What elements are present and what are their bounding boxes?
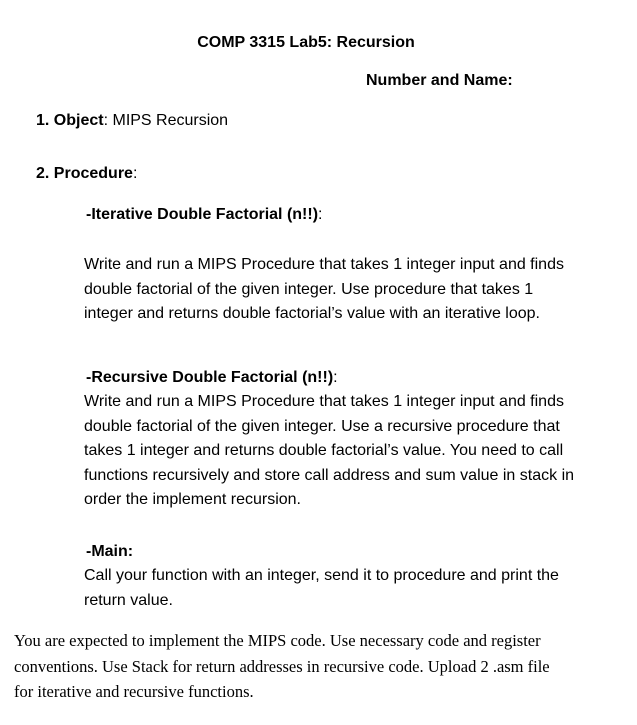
document-title: COMP 3315 Lab5: Recursion bbox=[197, 34, 415, 51]
paragraph-line: integer and returns double factorial’s value with an iterative loop. bbox=[84, 305, 540, 322]
iterative-heading-bold: -Iterative Double Factorial (n!!) bbox=[86, 206, 319, 223]
footer-line: You are expected to implement the MIPS code. Use necessary code and register bbox=[14, 631, 541, 650]
number-and-name-label: Number and Name: bbox=[366, 72, 513, 89]
recursive-paragraph bbox=[84, 390, 604, 513]
paragraph-line: takes 1 integer and returns double factorial’s value. You need to call bbox=[84, 442, 564, 459]
main-heading bbox=[86, 540, 133, 564]
footer-line: conventions. Use Stack for return addresses in recursive code. Upload 2 .asm file bbox=[14, 656, 550, 676]
footer-line: for iterative and recursive functions. bbox=[14, 682, 254, 701]
iterative-heading bbox=[86, 203, 322, 227]
recursive-heading-bold: -Recursive Double Factorial (n!!) bbox=[86, 369, 334, 386]
iterative-paragraph bbox=[84, 253, 604, 327]
section-object-text: : MIPS Recursion bbox=[103, 112, 229, 129]
recursive-heading bbox=[86, 366, 338, 390]
main-paragraph bbox=[84, 564, 604, 613]
section-object-number: 1. bbox=[36, 112, 50, 129]
paragraph-line: Write and run a MIPS Procedure that takes 1 integer input and finds bbox=[84, 393, 564, 410]
section-object-label: Object bbox=[53, 112, 104, 129]
footer-instructions bbox=[14, 628, 624, 705]
paragraph-line: order the implement recursion. bbox=[84, 491, 301, 508]
recursive-heading-tail: : bbox=[333, 369, 338, 386]
paragraph-line: double factorial of the given integer. Use procedure that takes 1 bbox=[84, 280, 534, 298]
section-procedure-label: Procedure bbox=[53, 165, 133, 182]
main-heading-bold: -Main: bbox=[86, 543, 134, 560]
paragraph-line: Call your function with an integer, send it to procedure and print the bbox=[84, 567, 559, 584]
paragraph-line: functions recursively and store call address and sum value in stack in bbox=[84, 466, 575, 484]
paragraph-line: return value. bbox=[84, 591, 173, 609]
section-procedure-text: : bbox=[132, 165, 138, 182]
section-procedure bbox=[36, 165, 137, 183]
section-procedure-number: 2. bbox=[36, 165, 50, 182]
section-object bbox=[36, 112, 228, 130]
iterative-heading-tail: : bbox=[318, 206, 323, 223]
paragraph-line: double factorial of the given integer. Use a recursive procedure that bbox=[84, 417, 560, 435]
paragraph-line: Write and run a MIPS Procedure that takes 1 integer input and finds bbox=[84, 256, 564, 273]
